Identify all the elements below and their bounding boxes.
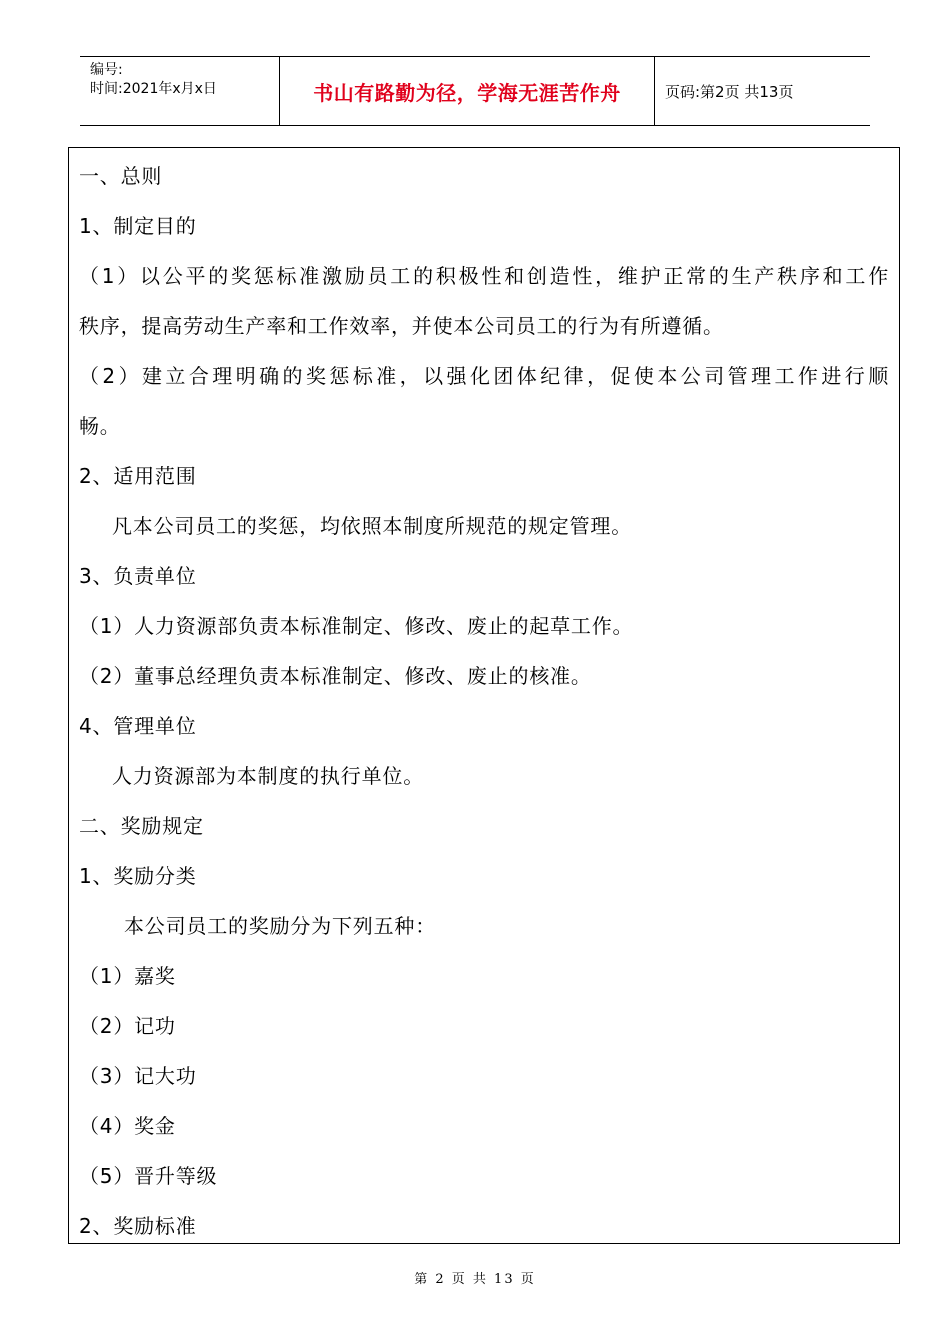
list-item: （1）嘉奖 [79,964,176,988]
subsection-heading: 1、奖励分类 [79,864,197,888]
subsection-heading: 2、奖励标准 [79,1214,197,1238]
header-page-info: 页码:第2页 共13页 [665,82,794,101]
paragraph-line: （1）以公平的奖惩标准激励员工的积极性和创造性，维护正常的生产秩序和工作 [79,264,889,288]
list-item: （2）董事总经理负责本标准制定、修改、废止的核准。 [79,664,592,688]
paragraph-line: 秩序，提高劳动生产率和工作效率，并使本公司员工的行为有所遵循。 [79,314,724,338]
time-label: 时间:2021年x月x日 [90,81,217,97]
list-item: （1）人力资源部负责本标准制定、修改、废止的起草工作。 [79,614,634,638]
content-frame [68,147,900,1244]
section-heading: 二、奖励规定 [79,814,204,838]
paragraph-line: 本公司员工的奖励分为下列五种： [124,914,436,938]
paragraph-line: 凡本公司员工的奖惩，均依照本制度所规范的规定管理。 [112,514,632,538]
number-label: 编号: [90,62,123,78]
subsection-heading: 3、负责单位 [79,564,197,588]
paragraph-line: 人力资源部为本制度的执行单位。 [112,764,424,788]
header-meta [80,57,280,125]
page-footer: 第 2 页 共 13 页 [414,1272,536,1287]
header-motto: 书山有路勤为径，学海无涯苦作舟 [280,57,655,125]
paragraph-line: （2）建立合理明确的奖惩标准，以强化团体纪律，促使本公司管理工作进行顺 [79,364,889,388]
list-item: （3）记大功 [79,1064,197,1088]
list-item: （5）晋升等级 [79,1164,218,1188]
section-heading: 一、总则 [79,164,163,188]
list-item: （4）奖金 [79,1114,176,1138]
list-item: （2）记功 [79,1014,176,1038]
paragraph-line: 畅。 [79,414,121,438]
subsection-heading: 2、适用范围 [79,464,197,488]
page-header [80,56,870,126]
subsection-heading: 4、管理单位 [79,714,197,738]
subsection-heading: 1、制定目的 [79,214,197,238]
